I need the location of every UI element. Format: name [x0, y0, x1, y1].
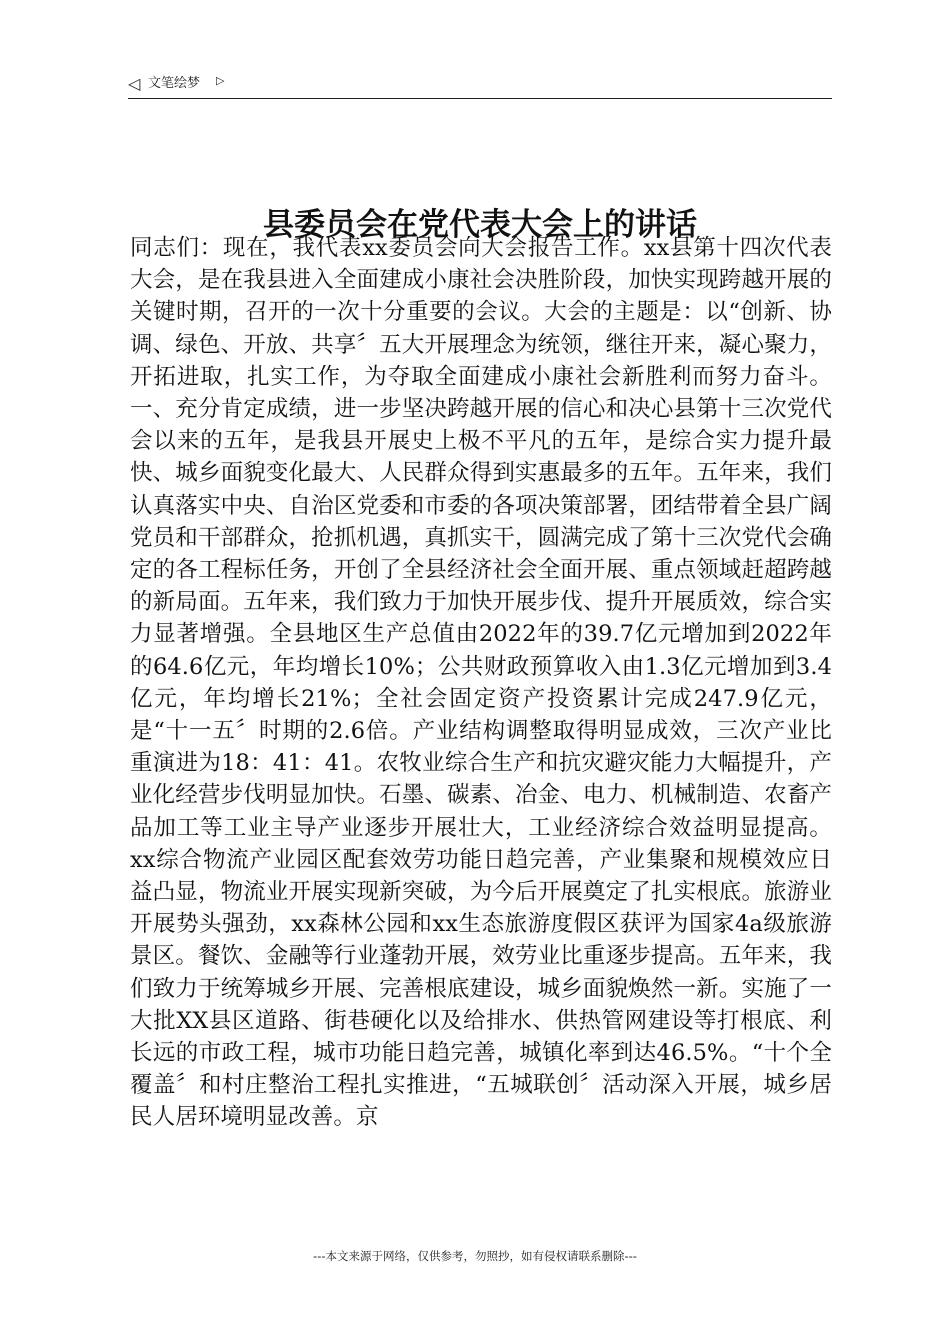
- document-body: 同志们：现在，我代表xx委员会向大会报告工作。xx县第十四次代表大会，是在我县进入全面建成小康社会决胜阶段，加快实现跨越开展的关键时期，召开的一次十分重要的会议。大会的主题是：以“创新、协调、绿色、开放、共享〞五大开展理念为统领，继往开来，凝心聚力，开拓进取，扎实工作，为夺取全面建成小康社会新胜利而努力奋斗。一、充分肯定成绩，进一步坚决跨越开展的信心和决心县第十三次党代会以来的五年，是我县开展史上极不平凡的五年，是综合实力提升最快、城乡面貌变化最大、人民群众得到实惠最多的五年。五年来，我们认真落实中央、自治区党委和市委的各项决策部署，团结带着全县广阔党员和干部群众，抢抓机遇，真抓实干，圆满完成了第十三次党代会确定的各工程标任务，开创了全县经济社会全面开展、重点领域赶超跨越的新局面。五年来，我们致力于加快开展步伐、提升开展质效，综合实力显著增强。全县地区生产总值由2022年的39.7亿元增加到2022年的64.6亿元，年均增长10%；公共财政预算收入由1.3亿元增加到3.4亿元，年均增长21%；全社会固定资产投资累计完成247.9亿元，是“十一五〞时期的2.6倍。产业结构调整取得明显成效，三次产业比重演进为18：41：41。农牧业综合生产和抗灾避灾能力大幅提升，产业化经营步伐明显加快。石墨、碳素、冶金、电力、机械制造、农畜产品加工等工业主导产业逐步开展壮大，工业经济综合效益明显提高。xx综合物流产业园区配套效劳功能日趋完善，产业集聚和规模效应日益凸显，物流业开展实现新突破，为今后开展奠定了扎实根底。旅游业开展势头强劲，xx森林公园和xx生态旅游度假区获评为国家4a级旅游景区。餐饮、金融等行业蓬勃开展，效劳业比重逐步提高。五年来，我们致力于统筹城乡开展、完善根底建设，城乡面貌焕然一新。实施了一大批XX县区道路、街巷硬化以及给排水、供热管网建设等打根底、利长远的市政工程，城市功能日趋完善，城镇化率到达46.5%。“十个全覆盖〞和村庄整治工程扎实推进，“五城联创〞活动深入开展，城乡居民人居环境明显改善。京: [130, 235, 832, 1131]
- document-title: 县委员会在党代表大会上的讲话: [263, 206, 697, 243]
- page-header: [128, 74, 832, 99]
- right-triangle-icon: ▷: [216, 74, 225, 87]
- page-footer: ---本文来源于网络，仅供参考，勿照抄，如有侵权请联系删除---: [313, 1249, 637, 1263]
- left-triangle-icon: ◁: [128, 74, 141, 93]
- header-brand-text: 文笔绘梦: [148, 76, 201, 91]
